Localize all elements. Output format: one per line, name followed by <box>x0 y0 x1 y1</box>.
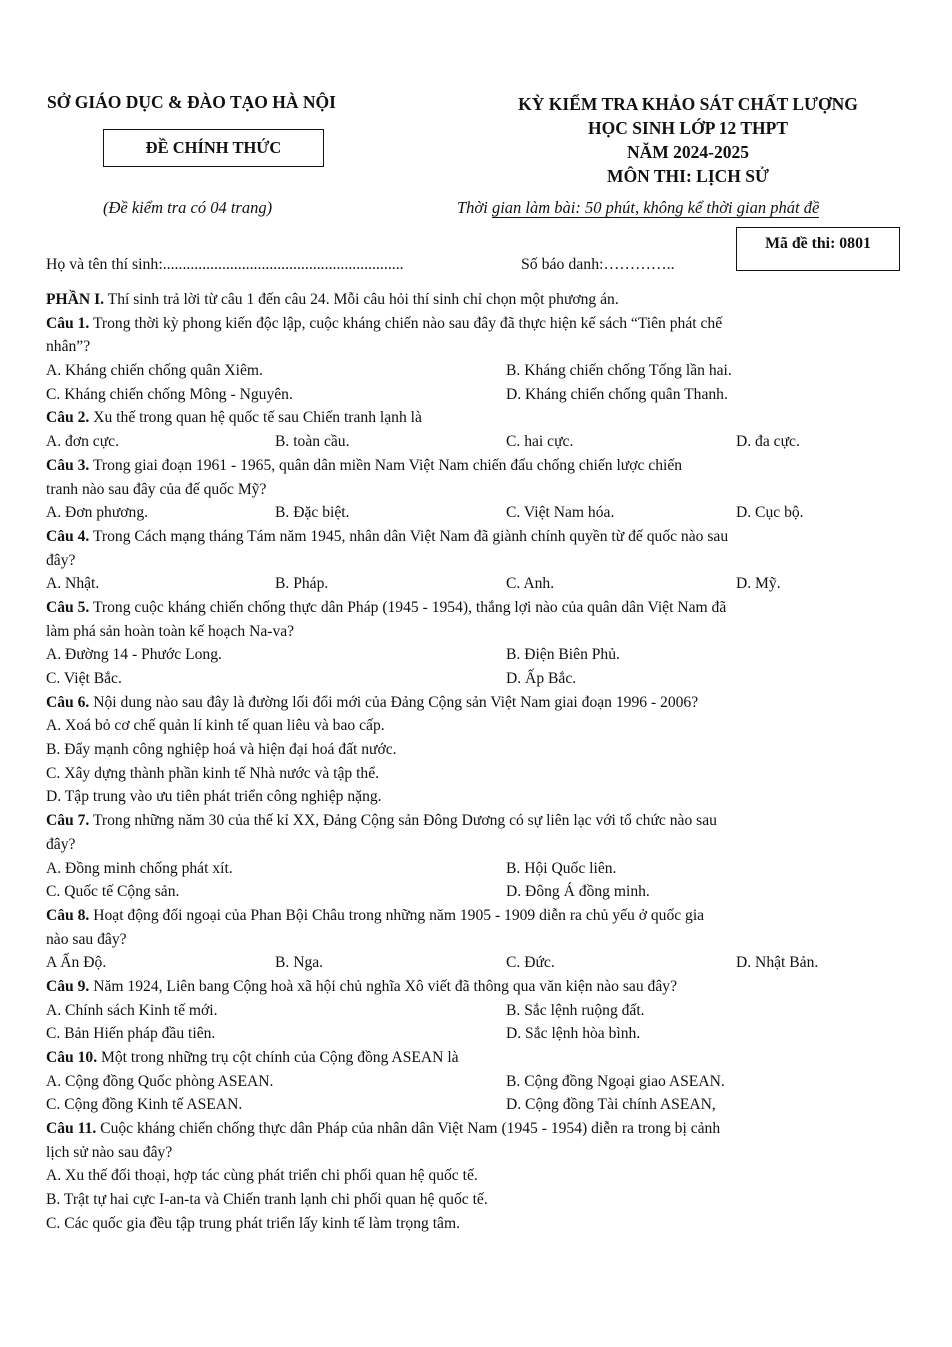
answer-option: B. Điện Biên Phủ. <box>506 646 620 664</box>
answer-option: B. Đẩy mạnh công nghiệp hoá và hiện đại hoá đất nước. <box>46 741 397 759</box>
question-label: Câu 4. <box>46 527 90 545</box>
question-stem-line <box>46 833 902 857</box>
options-row <box>46 667 902 691</box>
question-label: Câu 1. <box>46 314 90 332</box>
question-8 <box>46 904 902 975</box>
question-stem-line <box>46 904 902 928</box>
answer-option: C. Việt Bắc. <box>46 670 122 687</box>
question-stem-line <box>46 335 902 359</box>
candidate-name-field: Họ và tên thí sinh:............................................................. <box>46 256 404 273</box>
options-row <box>46 359 902 383</box>
question-stem-line <box>46 454 902 478</box>
question-label: Câu 2. <box>46 409 90 427</box>
time-note-underlined: gian làm bài: 50 phút, không kể thời gian phát đề <box>491 198 820 217</box>
exam-subject: MÔN THI: LỊCH SỬ <box>607 166 769 186</box>
question-stem-line <box>46 549 902 573</box>
official-label: ĐỀ CHÍNH THỨC <box>145 138 282 157</box>
options-row <box>46 1022 902 1046</box>
answer-option: D. Kháng chiến chống quân Thanh. <box>506 385 728 403</box>
answer-option: D. Cộng đồng Tài chính ASEAN, <box>506 1096 716 1114</box>
answer-option: C. Các quốc gia đều tập trung phát triển lấy kinh tế làm trọng tâm. <box>46 1214 460 1232</box>
candidate-number-field: Số báo danh:………….. <box>521 256 675 273</box>
pages-note: (Đề kiểm tra có 04 trang) <box>103 198 273 217</box>
question-stem-line <box>46 312 902 336</box>
options-row <box>46 501 902 525</box>
options-row <box>46 714 902 738</box>
exam-title-line-1: KỲ KIỂM TRA KHẢO SÁT CHẤT LƯỢNG <box>518 94 858 114</box>
answer-option: C. Anh. <box>506 575 555 593</box>
question-stem-line <box>46 596 902 620</box>
question-stem-line <box>46 809 902 833</box>
question-stem-line <box>46 406 902 430</box>
exam-title-line-3: NĂM 2024-2025 <box>627 142 749 162</box>
options-row <box>46 1070 902 1094</box>
options-row <box>46 1188 902 1212</box>
question-stem-line <box>46 691 902 715</box>
answer-option: C. Bản Hiến pháp đầu tiên. <box>46 1025 216 1043</box>
question-6 <box>46 691 902 809</box>
answer-option: A Ấn Độ. <box>46 954 107 972</box>
answer-option: B. Pháp. <box>275 575 329 593</box>
options-row <box>46 430 902 454</box>
question-label: Câu 8. <box>46 906 90 924</box>
answer-option: D. đa cực. <box>736 433 800 451</box>
question-stem-text: Trong thời kỳ phong kiến độc lập, cuộc kháng chiến nào sau đây đã thực hiện kế sách “Tiên phát chế <box>89 314 723 332</box>
question-9 <box>46 975 902 1046</box>
question-label: Câu 5. <box>46 598 90 616</box>
question-stem-line <box>46 1117 902 1141</box>
question-10 <box>46 1046 902 1117</box>
answer-option: A. Nhật. <box>46 575 100 593</box>
exam-title-block <box>460 92 916 188</box>
options-row <box>46 1212 902 1236</box>
answer-option: A. Đồng minh chống phát xít. <box>46 859 233 877</box>
options-row <box>46 572 902 596</box>
options-row <box>46 999 902 1023</box>
options-row <box>46 880 902 904</box>
answer-option: C. hai cực. <box>506 433 574 451</box>
answer-option: C. Kháng chiến chống Mông - Nguyên. <box>46 385 293 403</box>
question-stem-text: Xu thế trong quan hệ quốc tế sau Chiến tranh lạnh là <box>89 409 422 427</box>
options-row <box>46 762 902 786</box>
question-stem-text: nhân”? <box>46 338 91 356</box>
question-7 <box>46 809 902 904</box>
answer-option: A. Xu thế đối thoại, hợp tác cùng phát triển chi phối quan hệ quốc tế. <box>46 1167 478 1185</box>
answer-option: D. Cục bộ. <box>736 504 804 522</box>
question-11 <box>46 1117 902 1235</box>
options-row <box>46 857 902 881</box>
exam-code-box <box>736 227 900 271</box>
options-row <box>46 951 902 975</box>
question-stem-line <box>46 478 902 502</box>
answer-option: A. Kháng chiến chống quân Xiêm. <box>46 362 263 380</box>
answer-option: C. Xây dựng thành phần kinh tế Nhà nước và tập thể. <box>46 764 380 782</box>
answer-option: D. Sắc lệnh hòa bình. <box>506 1025 641 1043</box>
official-label-box <box>103 129 324 167</box>
answer-option: B. Đặc biệt. <box>275 504 350 522</box>
question-label: Câu 9. <box>46 977 90 995</box>
question-stem-line <box>46 928 902 952</box>
question-1 <box>46 312 902 407</box>
question-stem-text: Cuộc kháng chiến chống thực dân Pháp của nhân dân Việt Nam (1945 - 1954) diễn ra trong bị cảnh <box>96 1120 721 1138</box>
answer-option: B. toàn cầu. <box>275 433 350 451</box>
question-stem-text: Trong giai đoạn 1961 - 1965, quân dân miền Nam Việt Nam chiến đấu chống chiến lược chiến <box>89 456 683 474</box>
question-stem-line <box>46 525 902 549</box>
exam-body <box>46 288 902 1236</box>
exam-title-line-2: HỌC SINH LỚP 12 THPT <box>588 118 788 138</box>
answer-option: B. Sắc lệnh ruộng đất. <box>506 1001 645 1019</box>
question-2 <box>46 406 902 453</box>
question-stem-text: đây? <box>46 835 76 853</box>
answer-option: B. Cộng đồng Ngoại giao ASEAN. <box>506 1072 725 1090</box>
question-label: Câu 7. <box>46 812 90 830</box>
question-stem-line <box>46 1046 902 1070</box>
answer-option: C. Quốc tế Cộng sản. <box>46 883 180 901</box>
options-row <box>46 643 902 667</box>
answer-option: C. Việt Nam hóa. <box>506 504 615 522</box>
answer-option: D. Tập trung vào ưu tiên phát triển công nghiệp nặng. <box>46 788 382 806</box>
options-row <box>46 1164 902 1188</box>
options-row <box>46 1093 902 1117</box>
question-stem-text: đây? <box>46 551 76 569</box>
options-row <box>46 738 902 762</box>
answer-option: A. Đường 14 - Phước Long. <box>46 646 222 664</box>
answer-option: B. Nga. <box>275 954 324 972</box>
question-stem-line <box>46 1141 902 1165</box>
time-note-prefix: Thời <box>457 198 492 217</box>
question-list <box>46 312 902 1236</box>
question-stem-text: làm phá sản hoàn toàn kế hoạch Na-va? <box>46 622 295 640</box>
answer-option: A. Chính sách Kinh tế mới. <box>46 1001 218 1019</box>
answer-option: C. Cộng đồng Kinh tế ASEAN. <box>46 1096 243 1114</box>
answer-option: B. Hội Quốc liên. <box>506 859 617 877</box>
question-label: Câu 11. <box>46 1120 97 1138</box>
question-label: Câu 3. <box>46 456 90 474</box>
time-note <box>457 198 819 218</box>
section-label: PHẦN I. <box>46 291 105 308</box>
answer-option: B. Trật tự hai cực I-an-ta và Chiến tranh lạnh chi phối quan hệ quốc tế. <box>46 1191 488 1209</box>
question-stem-text: Trong những năm 30 của thế kỉ XX, Đảng Cộng sản Đông Dương có sự liên lạc với tổ chức nào sau <box>89 812 717 830</box>
department-name: SỞ GIÁO DỤC & ĐÀO TẠO HÀ NỘI <box>47 92 336 112</box>
answer-option: A. Xoá bỏ cơ chế quản lí kinh tế quan liêu và bao cấp. <box>46 717 385 735</box>
question-stem-text: Trong cuộc kháng chiến chống thực dân Pháp (1945 - 1954), thắng lợi nào của quân dân Việt Nam đã <box>89 598 727 616</box>
question-stem-text: tranh nào sau đây của đế quốc Mỹ? <box>46 480 267 498</box>
exam-code: Mã đề thi: 0801 <box>765 235 871 252</box>
answer-option: A. Đơn phương. <box>46 504 149 522</box>
question-5 <box>46 596 902 691</box>
answer-option: B. Kháng chiến chống Tống lần hai. <box>506 362 732 380</box>
question-stem-line <box>46 620 902 644</box>
question-label: Câu 6. <box>46 693 90 711</box>
section-text: Thí sinh trả lời từ câu 1 đến câu 24. Mỗi câu hỏi thí sinh chỉ chọn một phương án. <box>104 291 619 308</box>
question-3 <box>46 454 902 525</box>
answer-option: D. Nhật Bản. <box>736 954 819 972</box>
question-stem-line <box>46 975 902 999</box>
answer-option: D. Đông Á đồng minh. <box>506 883 650 901</box>
answer-option: A. Cộng đồng Quốc phòng ASEAN. <box>46 1072 274 1090</box>
question-stem-text: Hoạt động đối ngoại của Phan Bội Châu trong những năm 1905 - 1909 diễn ra chủ yếu ở quốc gia <box>89 906 705 924</box>
question-stem-text: lịch sử nào sau đây? <box>46 1143 173 1161</box>
answer-option: D. Ấp Bắc. <box>506 670 577 687</box>
options-row <box>46 383 902 407</box>
options-row <box>46 785 902 809</box>
question-stem-text: Năm 1924, Liên bang Cộng hoà xã hội chủ nghĩa Xô viết đã thông qua văn kiện nào sau đây? <box>89 977 677 995</box>
question-stem-text: Một trong những trụ cột chính của Cộng đồng ASEAN là <box>97 1049 459 1066</box>
question-4 <box>46 525 902 596</box>
question-stem-text: nào sau đây? <box>46 930 127 948</box>
question-stem-text: Nội dung nào sau đây là đường lối đổi mới của Đảng Cộng sản Việt Nam giai đoạn 1996 - 2006? <box>89 693 699 711</box>
answer-option: A. đơn cực. <box>46 433 119 451</box>
answer-option: D. Mỹ. <box>736 575 781 593</box>
answer-option: C. Đức. <box>506 954 555 972</box>
question-stem-text: Trong Cách mạng tháng Tám năm 1945, nhân dân Việt Nam đã giành chính quyền từ đế quốc nào sau <box>89 527 729 545</box>
question-label: Câu 10. <box>46 1049 98 1066</box>
section-instruction <box>46 288 902 312</box>
